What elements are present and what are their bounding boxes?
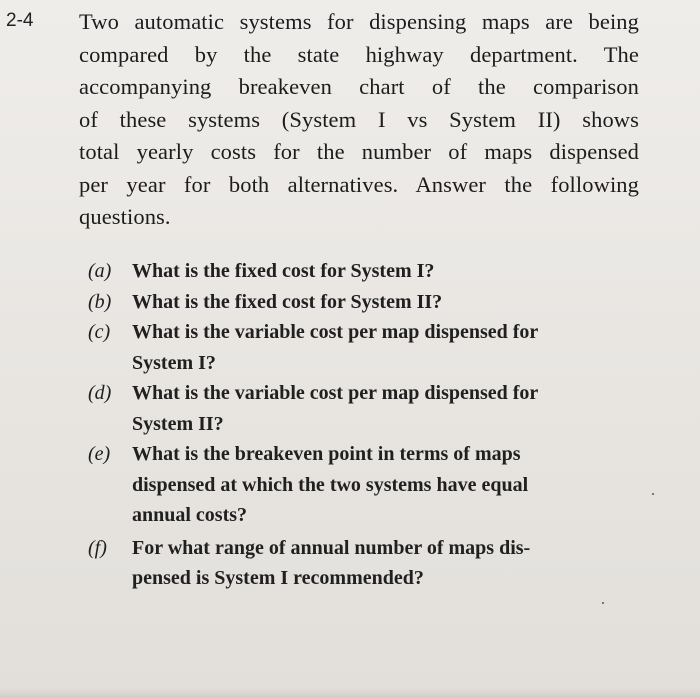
question-text: System I?: [132, 351, 216, 374]
question-label: (d): [88, 382, 112, 404]
question-label: (c): [88, 321, 111, 343]
question-label: (f): [88, 536, 107, 559]
question-f: [88, 533, 648, 594]
question-text: What is the fixed cost for System II?: [132, 290, 443, 313]
statement-line: Two automatic systems for dispensing maps are being: [79, 9, 639, 34]
question-a: [88, 256, 648, 287]
problem-number: 2-4: [6, 10, 34, 31]
question-text: annual costs?: [132, 504, 248, 526]
question-text: What is the variable cost per map dispensed for: [132, 382, 539, 404]
paper-speck: [602, 602, 604, 604]
question-text: What is the variable cost per map dispensed for: [132, 321, 539, 343]
statement-line: per year for both alternatives. Answer the following: [79, 171, 639, 197]
question-text: System II?: [132, 412, 224, 435]
page-edge-shadow: [0, 688, 700, 698]
question-label: (e): [88, 443, 111, 465]
statement-line: compared by the state highway department. The: [79, 41, 639, 67]
question-list: [88, 256, 648, 594]
question-b: [88, 287, 648, 318]
question-d: [88, 378, 648, 439]
statement-line: accompanying breakeven chart of the comparison: [79, 74, 639, 99]
question-text: dispensed at which the two systems have equal: [132, 473, 529, 496]
statement-line: of these systems (System I vs System II) shows: [79, 106, 639, 132]
question-text: pensed is System I recommended?: [132, 567, 424, 589]
question-text: What is the breakeven point in terms of maps: [132, 443, 521, 465]
question-label: (b): [88, 290, 112, 313]
question-label: (a): [88, 260, 112, 282]
problem-statement: [79, 6, 669, 234]
question-text: What is the fixed cost for System I?: [132, 260, 435, 282]
question-text: For what range of annual number of maps dis-: [132, 536, 531, 559]
question-e: [88, 439, 648, 531]
question-c: [88, 317, 648, 378]
statement-line: questions.: [79, 204, 171, 229]
statement-line: total yearly costs for the number of maps dispensed: [79, 139, 639, 164]
paper-speck: [652, 493, 654, 495]
